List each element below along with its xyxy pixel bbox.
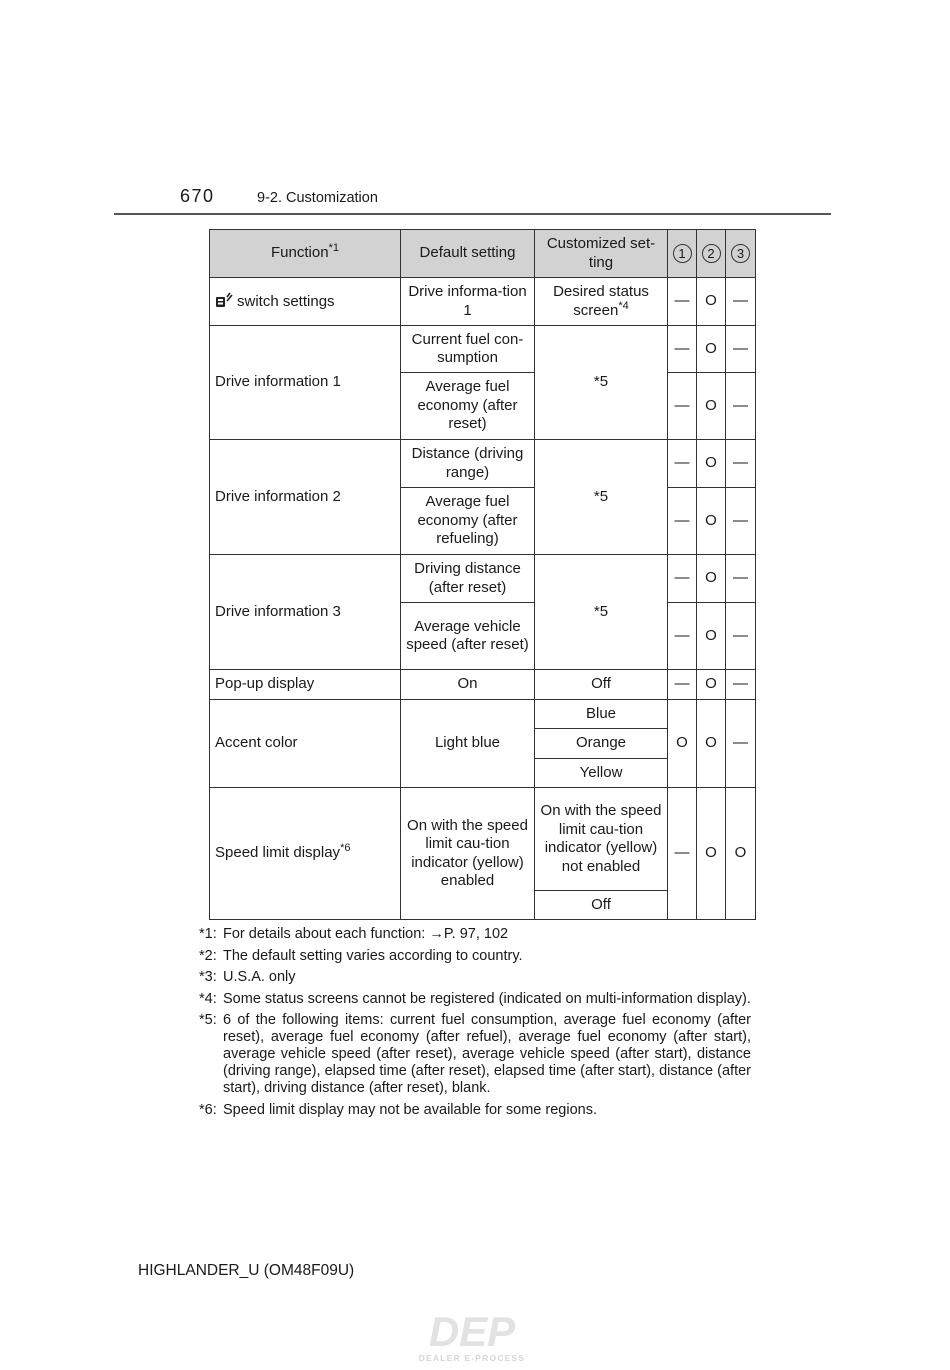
col-3-mark: —: [726, 700, 756, 788]
custom-cell: *5: [535, 326, 668, 440]
col-2-mark: O: [697, 555, 726, 603]
logo-wordmark: DEP: [428, 1308, 516, 1355]
default-cell: Average fuel economy (after reset): [401, 373, 535, 440]
default-cell: Current fuel con-sumption: [401, 326, 535, 373]
col-3-mark: —: [726, 555, 756, 603]
col-2-mark: O: [697, 670, 726, 700]
custom-cell: On with the speed limit cau-tion indicator (yellow) not enabled: [535, 788, 668, 891]
col-2-mark: O: [697, 278, 726, 326]
header-col-3: [726, 230, 756, 278]
table-row: [210, 670, 756, 700]
footer-model-code: HIGHLANDER_U (OM48F09U): [138, 1262, 355, 1279]
circled-number-3: 3: [731, 244, 750, 263]
footnotes: [199, 926, 751, 1123]
function-cell: Drive information 2: [210, 440, 401, 555]
footnote-1: *1: For details about each function: →P. 97, 102: [199, 926, 509, 942]
footnote-3: *3: U.S.A. only: [199, 969, 296, 985]
header-function: Function$^{*1}$: [210, 230, 401, 278]
col-2-mark: O: [697, 603, 726, 670]
footnote-ref: *1: [328, 242, 339, 255]
steering-switch-icon: [215, 291, 233, 309]
custom-cell: Desired status screen$^{*4}$: [535, 278, 668, 326]
col-2-mark: O: [697, 326, 726, 373]
table-row: [210, 700, 756, 729]
custom-cell: Off: [535, 670, 668, 700]
header-col-2: [697, 230, 726, 278]
footnote-5: *5: 6 of the following items: current fuel consumption, average fuel economy (after reset), average fuel economy (after refuel), average fuel economy (after start), average vehicle speed (after reset), average vehicle speed (after start), distance (driving range), elapsed time (after reset), elapsed time (after start), distance (after start), driving distance (after reset), blank.: [199, 1012, 751, 1096]
header-col-1: [668, 230, 697, 278]
col-3-mark: —: [726, 488, 756, 555]
col-1-mark: O: [668, 700, 697, 788]
function-cell: Drive information 1: [210, 326, 401, 440]
custom-cell: Yellow: [535, 759, 668, 788]
col-1-mark: —: [668, 555, 697, 603]
footnote-ref: *4: [618, 299, 629, 312]
section-title: 9-2. Customization: [257, 190, 378, 206]
customization-table: [209, 229, 756, 920]
col-2-mark: O: [697, 788, 726, 920]
col-1-mark: —: [668, 278, 697, 326]
header-default-setting: Default setting: [401, 230, 535, 278]
col-1-mark: —: [668, 603, 697, 670]
custom-cell: Blue: [535, 700, 668, 729]
col-3-mark: —: [726, 326, 756, 373]
custom-cell: Off: [535, 891, 668, 920]
default-cell: Drive informa-tion 1: [401, 278, 535, 326]
col-1-mark: —: [668, 440, 697, 488]
col-1-mark: —: [668, 326, 697, 373]
function-cell: Speed limit display$^{*6}$: [210, 788, 401, 920]
function-cell: Drive information 3: [210, 555, 401, 670]
col-2-mark: O: [697, 373, 726, 440]
default-cell: Distance (driving range): [401, 440, 535, 488]
default-cell: Light blue: [401, 700, 535, 788]
table-header-row: [210, 230, 756, 278]
custom-cell: *5: [535, 440, 668, 555]
default-cell: On with the speed limit cau-tion indicator (yellow) enabled: [401, 788, 535, 920]
col-2-mark: O: [697, 488, 726, 555]
function-cell: Accent color: [210, 700, 401, 788]
col-3-mark: —: [726, 440, 756, 488]
col-1-mark: —: [668, 373, 697, 440]
function-cell: Pop-up display: [210, 670, 401, 700]
col-2-mark: O: [697, 440, 726, 488]
page-number: 670: [180, 186, 215, 206]
col-3-mark: —: [726, 670, 756, 700]
default-cell: Average vehicle speed (after reset): [401, 603, 535, 670]
table-row: [210, 326, 756, 373]
function-cell: switch settings: [210, 278, 401, 326]
default-cell: On: [401, 670, 535, 700]
dealer-e-process-logo: [404, 1308, 540, 1364]
table-row: [210, 440, 756, 488]
col-1-mark: —: [668, 670, 697, 700]
table-row: [210, 555, 756, 603]
table-row: [210, 788, 756, 891]
logo-tagline: DEALER E-PROCESS: [418, 1353, 526, 1363]
footnote-6: *6: Speed limit display may not be available for some regions.: [199, 1101, 597, 1118]
circled-number-1: 1: [673, 244, 692, 263]
col-3-mark: —: [726, 373, 756, 440]
footnote-4: *4: Some status screens cannot be registered (indicated on multi-information display).: [199, 990, 751, 1007]
col-3-mark: —: [726, 603, 756, 670]
header-customized-setting: Customized set-ting: [535, 230, 668, 278]
footnote-2: *2: The default setting varies according to country.: [199, 947, 523, 964]
col-2-mark: O: [697, 700, 726, 788]
col-1-mark: —: [668, 788, 697, 920]
default-cell: Driving distance (after reset): [401, 555, 535, 603]
custom-cell: *5: [535, 555, 668, 670]
col-1-mark: —: [668, 488, 697, 555]
footnote-ref: *6: [340, 842, 351, 855]
col-3-mark: O: [726, 788, 756, 920]
col-3-mark: —: [726, 278, 756, 326]
table-row: [210, 278, 756, 326]
custom-cell: Orange: [535, 729, 668, 759]
default-cell: Average fuel economy (after refueling): [401, 488, 535, 555]
circled-number-2: 2: [702, 244, 721, 263]
header-divider: [114, 213, 831, 215]
